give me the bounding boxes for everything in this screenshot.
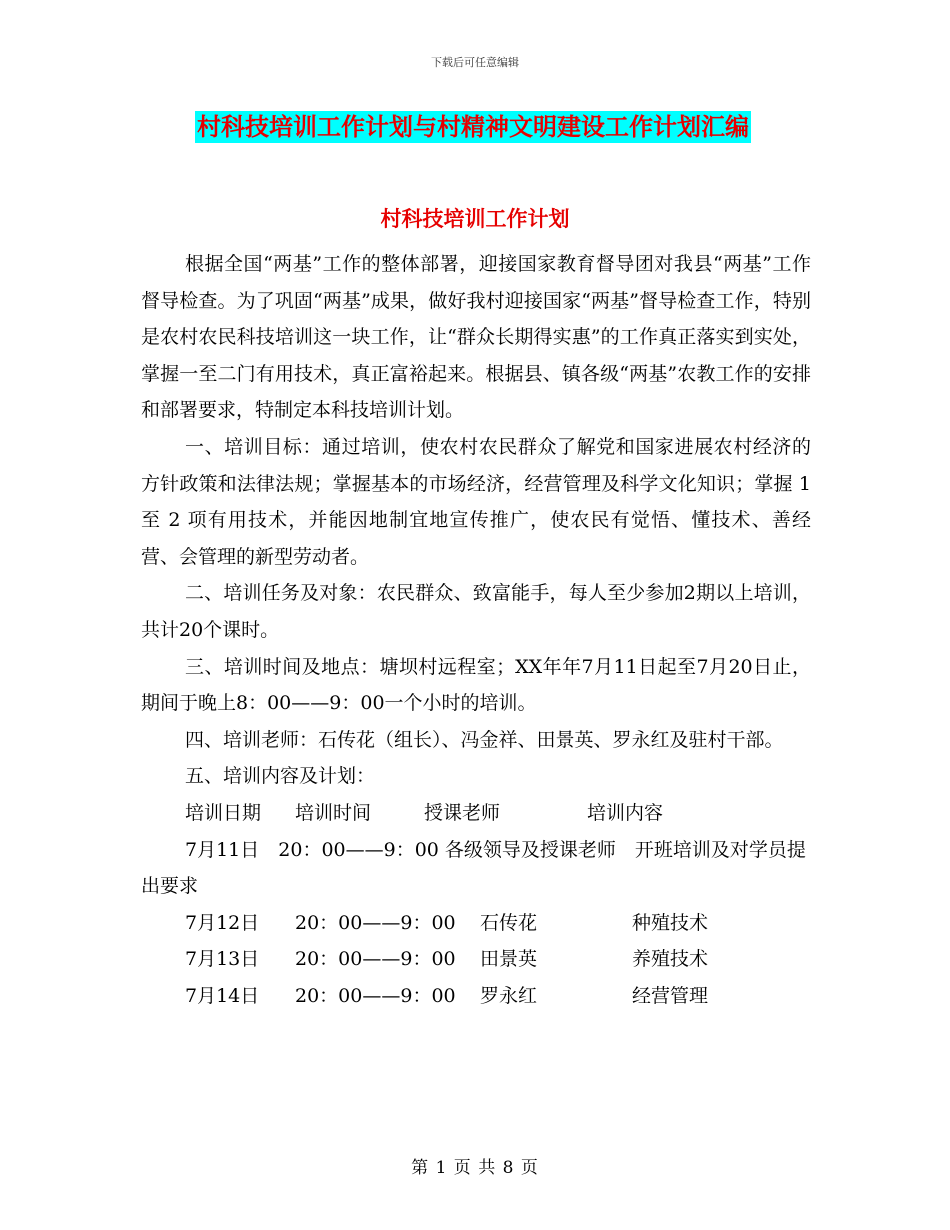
plan-heading: 五、培训内容及计划：: [185, 765, 376, 788]
schedule-header-row: [141, 795, 811, 832]
teachers-paragraph: 四、培训老师：石传花（组长）、冯金祥、田景英、罗永红及驻村干部。: [185, 728, 784, 751]
row-teacher: 罗永红: [480, 984, 538, 1007]
time-location-paragraph: 三、培训时间及地点：塘坝村远程室；XX年年7月11日起至7月20日止，期间于晚上8：00——9：00一个小时的培训。: [141, 655, 811, 715]
schedule-row: [141, 905, 811, 942]
schedule-row: [141, 978, 811, 1015]
document-title: 村科技培训工作计划与村精神文明建设工作计划汇编: [197, 112, 749, 141]
task-paragraph: 二、培训任务及对象：农民群众、致富能手，每人至少参加2期以上培训，共计20个课时。: [141, 582, 811, 641]
header-teacher: 授课老师: [424, 801, 501, 824]
row-time: 20：00——9：00: [295, 948, 456, 971]
intro-paragraph: 根据全国“两基”工作的整体部署，迎接国家教育督导团对我县“两基”工作督导检查。为了巩固“两基”成果，做好我村迎接国家“两基”督导检查工作，特别是农村农民科技培训这一块工作，让“群众长期得实惠”的工作真正落实到实处，掌握一至二门有用技术，真正富裕起来。根据县、镇各级“两基”农教工作的安排和部署要求，特制定本科技培训计划。: [141, 253, 811, 422]
row-content: 养殖技术: [632, 948, 709, 971]
row-content: 经营管理: [632, 984, 709, 1007]
row-time: 20：00——9：00: [295, 984, 456, 1007]
row-teacher: 田景英: [480, 948, 538, 971]
header-content: 培训内容: [587, 801, 664, 824]
header-note: 下载后可任意编辑: [431, 56, 519, 69]
header-date: 培训日期: [185, 801, 262, 824]
header-time: 培训时间: [295, 801, 372, 824]
schedule-row: [141, 941, 811, 978]
section-title: 村科技培训工作计划: [380, 206, 570, 231]
goal-paragraph: 一、培训目标：通过培训，使农村农民群众了解党和国家进展农村经济的方针政策和法律法规；掌握基本的市场经济，经营管理及科学文化知识；掌握 1 至 2 项有用技术，并能因地制宜地宣传推广，使农民有觉悟、懂技术、善经营、会管理的新型劳动者。: [141, 435, 811, 568]
row-date: 7月12日: [185, 911, 260, 934]
row-date: 7月14日: [185, 984, 260, 1007]
row-time: 20：00——9：00: [295, 911, 456, 934]
document-body: [141, 246, 811, 1014]
schedule-row: 7月11日 20：00——9：00 各级领导及授课老师 开班培训及对学员提出要求: [141, 838, 806, 898]
row-date: 7月13日: [185, 948, 260, 971]
page-number: 第 1 页 共 8 页: [411, 1158, 539, 1178]
row-teacher: 石传花: [480, 911, 538, 934]
row-content: 种殖技术: [632, 911, 709, 934]
